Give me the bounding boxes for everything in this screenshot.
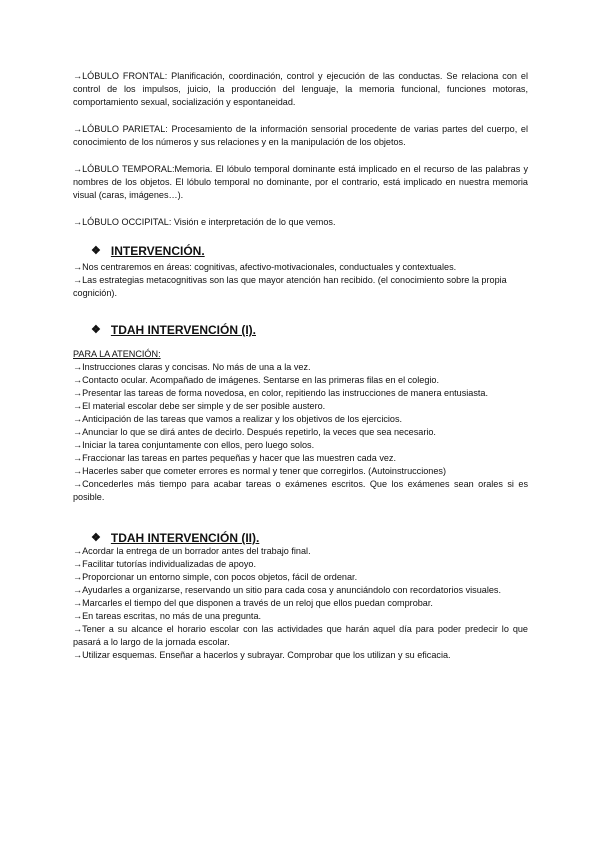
tdah1-heading: [91, 324, 528, 337]
list-item: →Las estrategias metacognitivas son las que mayor atención han recibido. (el conocimiento sobre la propia cognición).: [73, 275, 507, 298]
list-item: →Marcarles el tiempo del que disponen a través de un reloj que ellos puedan comprobar.: [73, 598, 433, 608]
list-item: →Utilizar esquemas. Enseñar a hacerlos y subrayar. Comprobar que los utilizan y su eficacia.: [73, 650, 451, 660]
lobe-occipital: →LÓBULO OCCIPITAL: Visión e interpretación de lo que vemos.: [73, 217, 336, 227]
subsection-title: PARA LA ATENCIÓN:: [73, 349, 161, 359]
list-item: →En tareas escritas, no más de una pregunta.: [73, 611, 262, 621]
list-item: →Anunciar lo que se dirá antes de decirlo. Después repetirlo, la veces que sea necesario.: [73, 427, 436, 437]
list-item: →Tener a su alcance el horario escolar con las actividades que harán aquel día para poder predecir lo que pasará a lo largo de la jornada escolar.: [73, 624, 528, 647]
list-item: →Concederles más tiempo para acabar tareas o exámenes escritos. Que los exámenes sean orales si es posible.: [73, 479, 528, 502]
list-item: →Instrucciones claras y concisas. No más de una a la vez.: [73, 362, 311, 372]
list-item: →Ayudarles a organizarse, reservando un sitio para cada cosa y anunciándolo con recordatorios visuales.: [73, 585, 501, 595]
list-item: →Fraccionar las tareas en partes pequeñas y hacer que las muestren cada vez.: [73, 453, 397, 463]
list-item: →Presentar las tareas de forma novedosa, en color, repitiendo las instrucciones de manera entusiasta.: [73, 388, 489, 398]
section-title: INTERVENCIÓN.: [110, 244, 205, 258]
list-item: →Facilitar tutorías individualizadas de apoyo.: [73, 559, 256, 569]
lobe-parietal: →LÓBULO PARIETAL: Procesamiento de la información sensorial procedente de varias partes del cuerpo, el conocimiento de los números y sus relaciones y en la manipulación de los objetos.: [73, 124, 528, 147]
lobe-temporal: →LÓBULO TEMPORAL:Memoria. El lóbulo temporal dominante está implicado en el recurso de las palabras y nombres de los objetos. El lóbulo temporal no dominante, por el contrario, está implicado en nuestra memoria visual (caras, imágenes…).: [73, 164, 528, 200]
list-item: →Proporcionar un entorno simple, con pocos objetos, fácil de ordenar.: [73, 572, 358, 582]
document-page: [73, 70, 528, 662]
diamond-bullet-icon: ❖: [91, 324, 101, 336]
diamond-bullet-icon: ❖: [91, 245, 101, 257]
lobes-section: [73, 70, 528, 229]
tdah2-section: [73, 532, 528, 662]
list-item: →Iniciar la tarea conjuntamente con ellos, pero luego solos.: [73, 440, 315, 450]
intervencion-heading: [91, 245, 528, 258]
tdah1-section: [73, 324, 528, 504]
list-item: →Nos centraremos en áreas: cognitivas, afectivo-motivacionales, conductuales y contextuales.: [73, 262, 457, 272]
diamond-bullet-icon: ❖: [91, 532, 101, 544]
list-item: →El material escolar debe ser simple y de ser posible austero.: [73, 401, 326, 411]
tdah2-heading: [91, 532, 528, 545]
list-item: →Hacerles saber que cometer errores es normal y tener que corregirlos. (Autoinstrucciones): [73, 466, 446, 476]
intervencion-section: [73, 245, 528, 300]
list-item: →Contacto ocular. Acompañado de imágenes. Sentarse en las primeras filas en el colegio.: [73, 375, 439, 385]
section-title: TDAH INTERVENCIÓN (I).: [110, 323, 256, 337]
section-title: TDAH INTERVENCIÓN (II).: [110, 531, 260, 545]
lobe-frontal: →LÓBULO FRONTAL: Planificación, coordinación, control y ejecución de las conductas. Se relaciona con el control de los impulsos, juicio, la producción del lenguaje, la memoria funcional, funciones motoras, comportamiento sexual, socialización y espontaneidad.: [73, 71, 528, 107]
list-item: →Anticipación de las tareas que vamos a realizar y los objetivos de los ejercicios.: [73, 414, 403, 424]
list-item: →Acordar la entrega de un borrador antes del trabajo final.: [73, 546, 311, 556]
